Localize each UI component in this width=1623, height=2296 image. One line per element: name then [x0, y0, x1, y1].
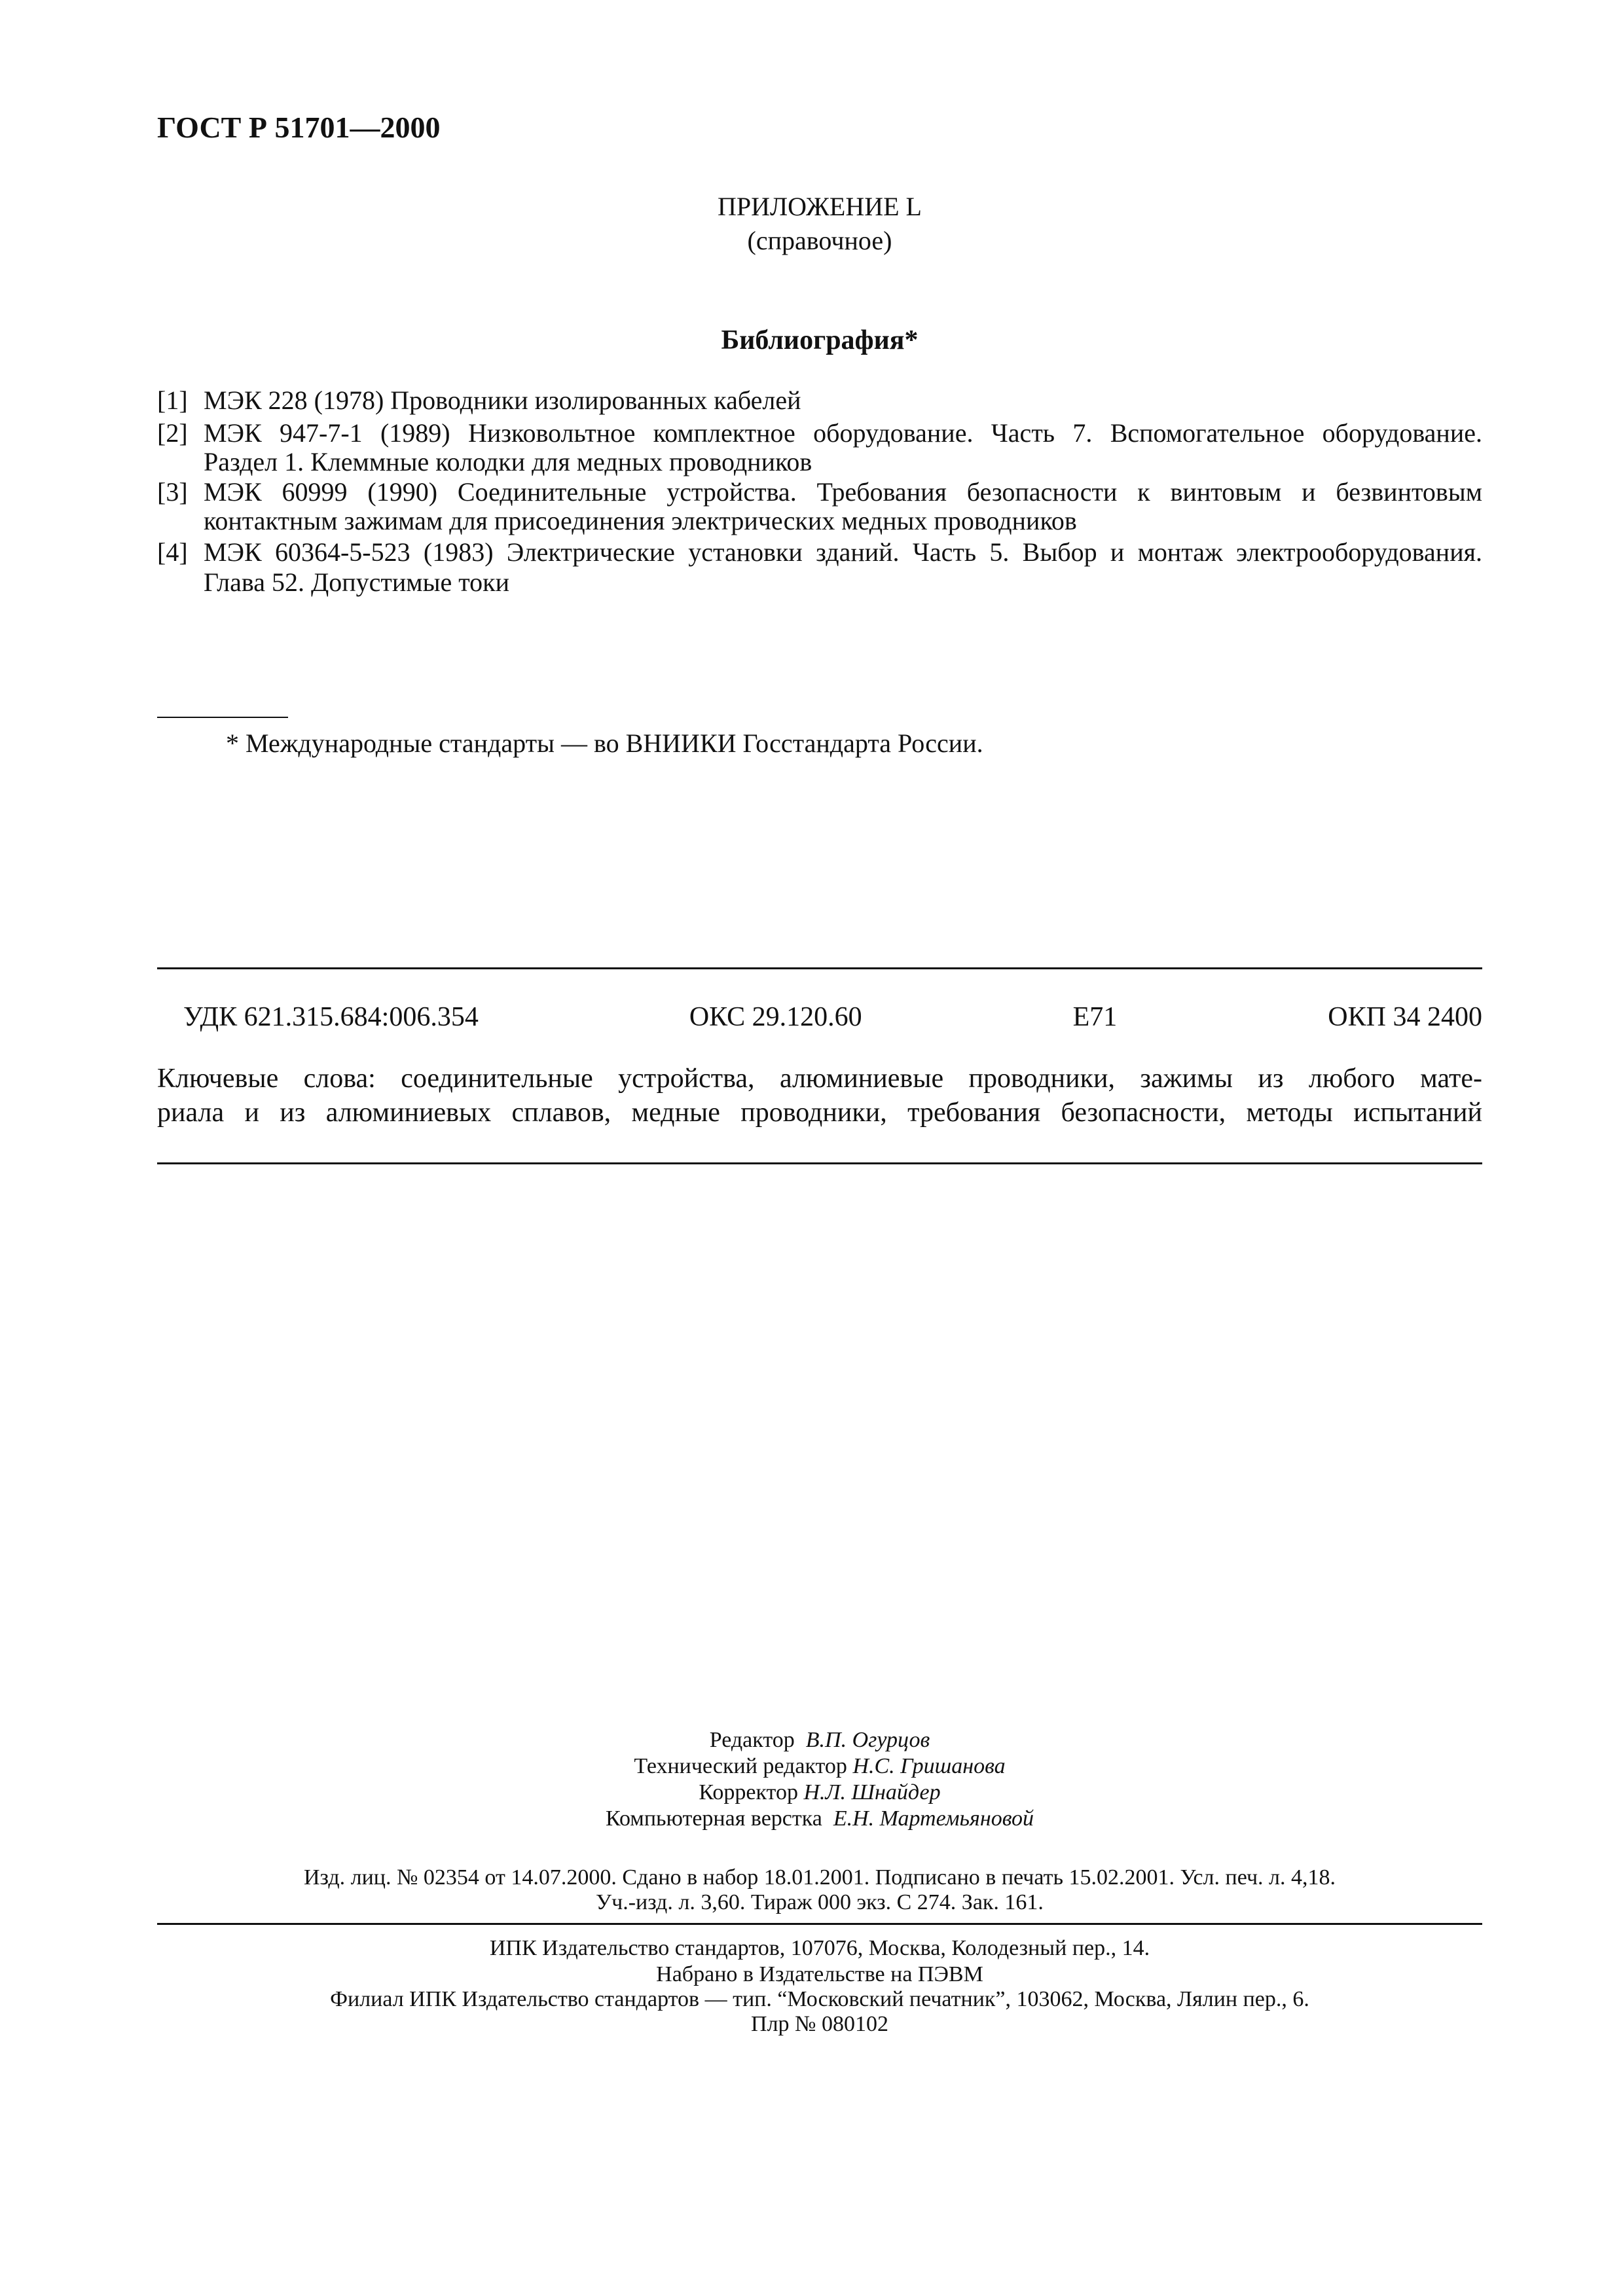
divider	[157, 1162, 1482, 1164]
credit-line	[157, 1728, 1482, 1753]
bib-item-text-cont: Глава 52. Допустимые токи	[204, 567, 510, 597]
bib-item-number: [2]	[157, 418, 188, 448]
credit-line	[157, 1754, 1482, 1779]
credit-line	[157, 1780, 1482, 1805]
credit-role: Корректор	[699, 1780, 798, 1804]
bib-item-text: МЭК 947-7-1 (1989) Низковольтное комплектное оборудование. Часть 7. Вспомогательное оборудование.	[204, 418, 1482, 448]
imprint-line: Плр № 080102	[751, 2012, 888, 2036]
credit-name: Е.Н. Мартемьяновой	[833, 1806, 1034, 1831]
publication-line: Уч.-изд. л. 3,60. Тираж 000 экз. С 274. Зак. 161.	[596, 1890, 1044, 1914]
bib-item-text: МЭК 228 (1978) Проводники изолированных кабелей	[204, 386, 801, 415]
keywords-line: риала и из алюминиевых сплавов, медные проводники, требования безопасности, методы испытаний	[157, 1098, 1482, 1128]
bib-item-number: [4]	[157, 537, 188, 567]
footnote: * Международные стандарты — во ВНИИКИ Госстандарта России.	[226, 728, 983, 758]
okp-code: ОКП 34 2400	[1328, 1002, 1482, 1032]
credit-role: Технический редактор	[634, 1754, 847, 1778]
footnote-rule	[157, 717, 288, 718]
divider	[157, 1923, 1482, 1925]
imprint-line: Филиал ИПК Издательство стандартов — тип. “Московский печатник”, 103062, Москва, Лялин пер., 6.	[330, 1987, 1309, 2011]
udk-code: УДК 621.315.684:006.354	[183, 1002, 479, 1032]
imprint-line: Набрано в Издательстве на ПЭВМ	[656, 1962, 983, 1986]
credit-role: Редактор	[709, 1728, 795, 1752]
credit-name: Н.С. Гришанова	[852, 1754, 1006, 1778]
credit-name: В.П. Огурцов	[805, 1728, 930, 1752]
bib-item-text: МЭК 60999 (1990) Соединительные устройства. Требования безопасности к винтовым и безвинтовым	[204, 477, 1482, 507]
bib-item-number: [3]	[157, 477, 188, 507]
credit-line	[157, 1806, 1482, 1831]
credit-role: Компьютерная верстка	[605, 1806, 822, 1831]
bib-item-number: [1]	[157, 386, 188, 415]
appendix-title: ПРИЛОЖЕНИЕ L	[718, 192, 922, 221]
divider	[157, 967, 1482, 969]
oks-code: ОКС 29.120.60	[689, 1002, 862, 1032]
standard-code: ГОСТ Р 51701—2000	[157, 111, 441, 144]
keywords-line: Ключевые слова: соединительные устройства, алюминиевые проводники, зажимы из любого мате-	[157, 1064, 1482, 1094]
publication-line: Изд. лиц. № 02354 от 14.07.2000. Сдано в набор 18.01.2001. Подписано в печать 15.02.2001. Усл. печ. л. 4,18.	[303, 1865, 1336, 1890]
e-code: Е71	[1072, 1002, 1118, 1032]
bib-item-text: МЭК 60364-5-523 (1983) Электрические установки зданий. Часть 5. Выбор и монтаж электрооборудования.	[204, 537, 1482, 567]
bib-item-text-cont: контактным зажимам для присоединения электрических медных проводников	[204, 506, 1077, 535]
bibliography-title: Библиография*	[721, 325, 919, 355]
imprint-line: ИПК Издательство стандартов, 107076, Москва, Колодезный пер., 14.	[489, 1936, 1150, 1960]
classification-row	[183, 1001, 1482, 1033]
credit-name: Н.Л. Шнайдер	[803, 1780, 941, 1804]
bib-item-text-cont: Раздел 1. Клеммные колодки для медных проводников	[204, 447, 812, 476]
appendix-type: (справочное)	[747, 226, 892, 255]
